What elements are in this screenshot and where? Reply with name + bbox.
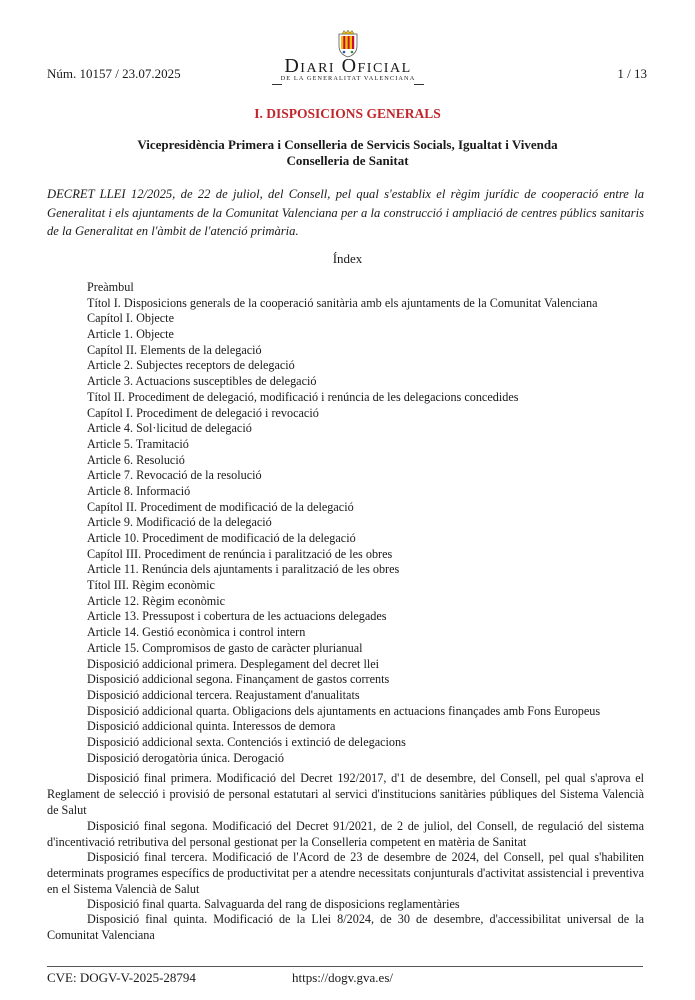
dogv-link[interactable]: https://dogv.gva.es/	[292, 970, 393, 985]
logo-title: Diari Oficial	[284, 55, 412, 77]
toc-item: Preàmbul	[87, 280, 134, 294]
toc-item: Títol II. Procediment de delegació, modificació i renúncia de les delegacions concedides	[87, 389, 519, 404]
final-provision-4: Disposició final quarta. Salvaguarda del rang de disposicions reglamentàries	[87, 897, 460, 911]
toc-item: Article 9. Modificació de la delegació	[87, 515, 272, 530]
toc-item: Article 12. Règim econòmic	[87, 593, 226, 608]
organization-line-1: Vicepresidència Primera i Conselleria de Servicis Socials, Igualtat i Vivenda	[137, 137, 558, 152]
final-provision-2: Disposició final segona. Modificació del Decret 91/2021, de 2 de juliol, del Consell, de regulació del sistema d'incentivació retributiva del personal gestionat per la Conselleria competent en matèria de Sanitat	[47, 819, 644, 849]
toc-item: Article 14. Gestió econòmica i control intern	[87, 625, 306, 640]
toc-item: Disposició addicional tercera. Reajustament d'anualitats	[87, 687, 360, 702]
decret-title: DECRET LLEI 12/2025, de 22 de juliol, del Consell, pel qual s'establix el règim jurídic de cooperació entre la Generalitat i els ajuntaments de la Comunitat Valenciana per a la construcció i ampliació de centres públics sanitaris de la Generalitat en l'àmbit de l'atenció primària.	[47, 187, 644, 238]
toc-item: Article 8. Informació	[87, 483, 191, 498]
toc-item: Capítol III. Procediment de renúncia i paralització de les obres	[87, 546, 393, 561]
index-heading: Índex	[332, 251, 363, 266]
toc-item: Article 3. Actuacions susceptibles de delegació	[87, 374, 317, 389]
toc-item: Disposició addicional quarta. Obligacions dels ajuntaments en actuacions finançades amb Fons Europeus	[87, 703, 601, 718]
toc-item: Disposició addicional sexta. Contenciós i extinció de delegacions	[87, 734, 406, 749]
toc-item: Article 6. Resolució	[87, 452, 185, 467]
final-provision-5: Disposició final quinta. Modificació de la Llei 8/2024, de 30 de desembre, d'accessibilitat universal de la Comunitat Valenciana	[47, 912, 644, 942]
final-provision-3: Disposició final tercera. Modificació de l'Acord de 23 de desembre de 2024, del Consell, pel qual s'habiliten determinats programes específics de productivitat per a atendre necessitats conjunturals d'activitat assistencial i preventiva en el Sistema Valencià de Salut	[47, 850, 644, 896]
toc-item: Article 13. Pressupost i cobertura de les actuacions delegades	[87, 609, 387, 624]
toc-item: Capítol I. Objecte	[87, 311, 174, 326]
toc-item: Article 7. Revocació de la resolució	[87, 468, 262, 483]
cve-code: CVE: DOGV-V-2025-28794	[47, 970, 196, 985]
toc-item: Títol III. Règim econòmic	[87, 578, 215, 593]
logo-rule-right	[414, 84, 424, 85]
toc-item: Capítol I. Procediment de delegació i revocació	[87, 405, 319, 420]
toc-item: Capítol II. Elements de la delegació	[87, 342, 262, 357]
toc-item: Disposició addicional primera. Desplegament del decret llei	[87, 656, 380, 671]
toc-item: Article 5. Tramitació	[87, 436, 189, 451]
final-provision-1: Disposició final primera. Modificació del Decret 192/2017, d'1 de desembre, del Consell, pel qual s'aprova el Reglament de selecció i provisió de personal estatutari al servici d'institucions sanitàries públiques del Sistema Valencià de Salut	[47, 771, 644, 817]
issue-number-date: Núm. 10157 / 23.07.2025	[47, 66, 181, 81]
toc-item: Article 15. Compromisos de gasto de caràcter plurianual	[87, 640, 363, 655]
page-indicator: 1 / 13	[617, 66, 647, 81]
logo-subtitle: DE LA GENERALITAT VALENCIANA	[280, 75, 416, 82]
organization-line-2: Conselleria de Sanitat	[286, 153, 409, 168]
toc-item: Article 1. Objecte	[87, 327, 174, 342]
toc-item: Disposició derogatòria única. Derogació	[87, 750, 284, 765]
toc-item: Article 11. Renúncia dels ajuntaments i paralització de les obres	[87, 562, 400, 577]
dogv-logo	[272, 30, 424, 86]
toc-item: Capítol II. Procediment de modificació de la delegació	[87, 499, 354, 514]
toc-item: Disposició addicional segona. Finançament de gastos corrents	[87, 672, 390, 687]
toc-item: Article 10. Procediment de modificació de la delegació	[87, 531, 356, 545]
logo-rule-left	[272, 84, 282, 85]
section-title: I. DISPOSICIONS GENERALS	[254, 106, 441, 121]
toc-item: Títol I. Disposicions generals de la cooperació sanitària amb els ajuntaments de la Comunitat Valenciana	[87, 295, 598, 310]
toc-item: Article 4. Sol·licitud de delegació	[87, 421, 252, 436]
table-of-contents	[87, 280, 647, 766]
toc-item: Disposició addicional quinta. Interessos de demora	[87, 719, 336, 734]
toc-item: Article 2. Subjectes receptors de delegació	[87, 358, 295, 373]
footer-divider	[47, 966, 643, 967]
crest-icon	[336, 30, 360, 58]
